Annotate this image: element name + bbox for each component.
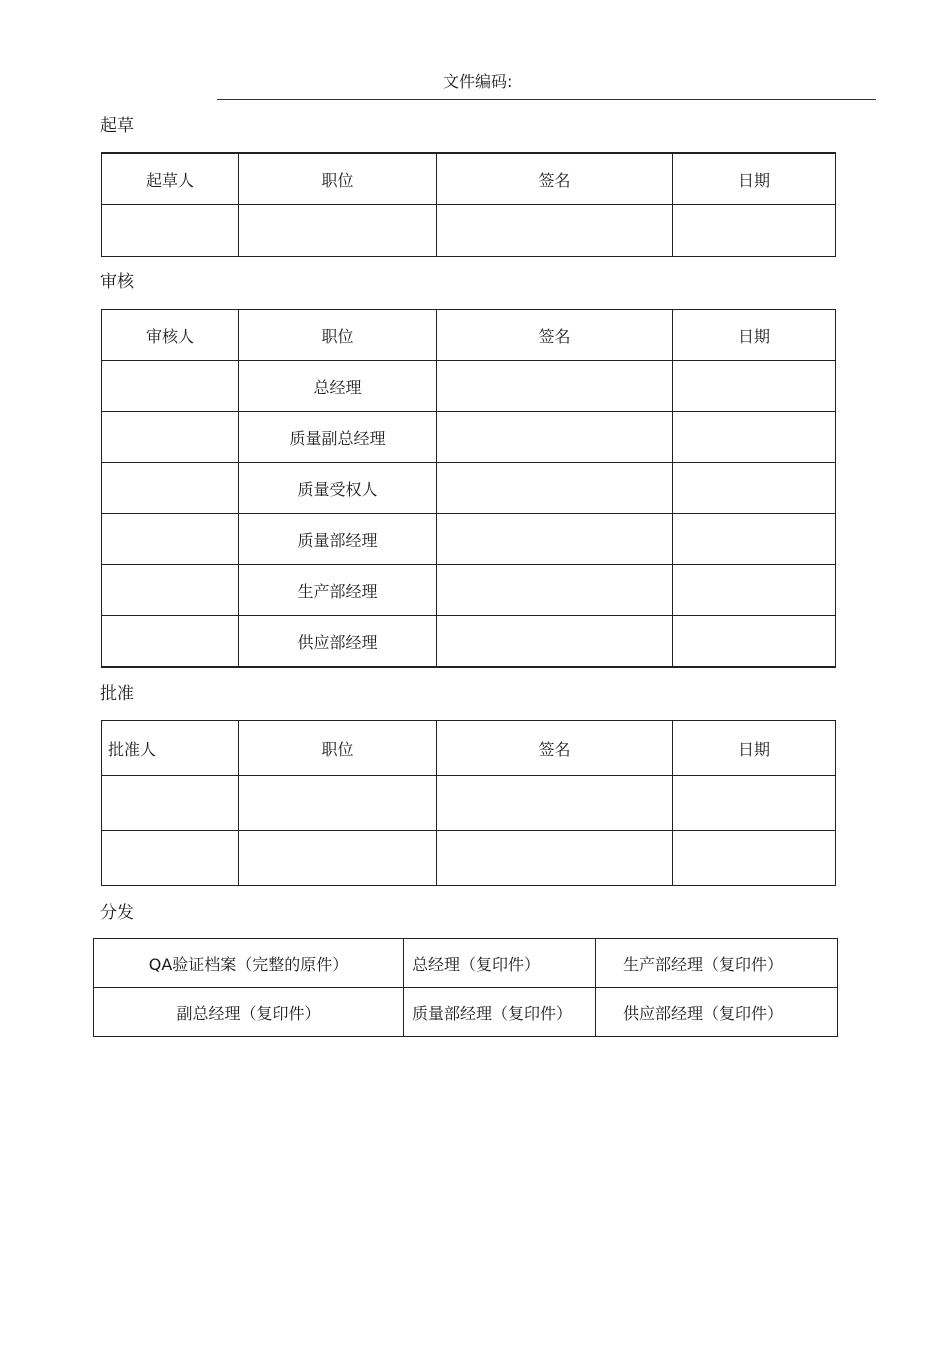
review-row	[102, 361, 836, 412]
distribution-row	[94, 988, 838, 1037]
review-signature-cell[interactable]	[437, 412, 673, 463]
review-header-signature: 签名	[437, 310, 673, 361]
review-date-cell[interactable]	[673, 463, 836, 514]
distribution-recipient: 总经理（复印件）	[404, 939, 596, 988]
draft-header-row	[102, 153, 836, 205]
review-row	[102, 565, 836, 616]
approve-header-date: 日期	[673, 721, 836, 776]
review-position-cell: 质量副总经理	[239, 412, 437, 463]
review-signature-cell[interactable]	[437, 616, 673, 668]
review-signature-cell[interactable]	[437, 361, 673, 412]
approve-position-cell[interactable]	[239, 831, 437, 886]
distribution-recipient: 副总经理（复印件）	[94, 988, 404, 1037]
review-header-reviewer: 审核人	[102, 310, 239, 361]
review-position-cell: 供应部经理	[239, 616, 437, 668]
approve-position-cell[interactable]	[239, 776, 437, 831]
review-row	[102, 463, 836, 514]
draft-date-cell[interactable]	[673, 205, 836, 257]
distribution-recipient: QA验证档案（完整的原件）	[94, 939, 404, 988]
approve-header-position: 职位	[239, 721, 437, 776]
distribution-recipient: 供应部经理（复印件）	[596, 988, 838, 1037]
draft-signature-cell[interactable]	[437, 205, 673, 257]
approve-signature-cell[interactable]	[437, 776, 673, 831]
document-code-label: 文件编码:	[443, 72, 513, 91]
approve-date-cell[interactable]	[673, 831, 836, 886]
review-date-cell[interactable]	[673, 565, 836, 616]
distribution-recipient: 生产部经理（复印件）	[596, 939, 838, 988]
approve-row	[102, 776, 836, 831]
approve-signature-cell[interactable]	[437, 831, 673, 886]
review-position-cell: 质量部经理	[239, 514, 437, 565]
review-position-cell: 总经理	[239, 361, 437, 412]
approve-table	[101, 720, 836, 886]
draft-row	[102, 205, 836, 257]
review-reviewer-cell[interactable]	[102, 463, 239, 514]
draft-header-date: 日期	[673, 153, 836, 205]
review-date-cell[interactable]	[673, 514, 836, 565]
draft-table	[101, 152, 836, 257]
approve-header-approver: 批准人	[102, 721, 239, 776]
review-row	[102, 412, 836, 463]
review-signature-cell[interactable]	[437, 463, 673, 514]
review-reviewer-cell[interactable]	[102, 412, 239, 463]
review-header-date: 日期	[673, 310, 836, 361]
review-date-cell[interactable]	[673, 616, 836, 668]
review-signature-cell[interactable]	[437, 514, 673, 565]
review-signature-cell[interactable]	[437, 565, 673, 616]
review-table	[101, 309, 836, 668]
draft-section-title: 起草	[100, 116, 134, 136]
review-position-cell: 生产部经理	[239, 565, 437, 616]
review-date-cell[interactable]	[673, 361, 836, 412]
approve-header-row	[102, 721, 836, 776]
distribution-section-title: 分发	[100, 903, 134, 923]
review-row	[102, 616, 836, 668]
review-reviewer-cell[interactable]	[102, 361, 239, 412]
approve-header-signature: 签名	[437, 721, 673, 776]
review-header-row	[102, 310, 836, 361]
review-section-title: 审核	[100, 272, 134, 292]
draft-header-position: 职位	[239, 153, 437, 205]
review-reviewer-cell[interactable]	[102, 565, 239, 616]
approve-approver-cell[interactable]	[102, 776, 239, 831]
distribution-table	[93, 938, 838, 1037]
draft-header-drafter: 起草人	[102, 153, 239, 205]
review-reviewer-cell[interactable]	[102, 616, 239, 668]
draft-header-signature: 签名	[437, 153, 673, 205]
draft-drafter-cell[interactable]	[102, 205, 239, 257]
document-code-underline	[217, 99, 876, 100]
draft-position-cell[interactable]	[239, 205, 437, 257]
review-date-cell[interactable]	[673, 412, 836, 463]
approve-date-cell[interactable]	[673, 776, 836, 831]
review-header-position: 职位	[239, 310, 437, 361]
distribution-row	[94, 939, 838, 988]
approve-approver-cell[interactable]	[102, 831, 239, 886]
review-reviewer-cell[interactable]	[102, 514, 239, 565]
approve-section-title: 批准	[100, 684, 134, 704]
approve-row	[102, 831, 836, 886]
distribution-recipient: 质量部经理（复印件）	[404, 988, 596, 1037]
review-row	[102, 514, 836, 565]
review-position-cell: 质量受权人	[239, 463, 437, 514]
